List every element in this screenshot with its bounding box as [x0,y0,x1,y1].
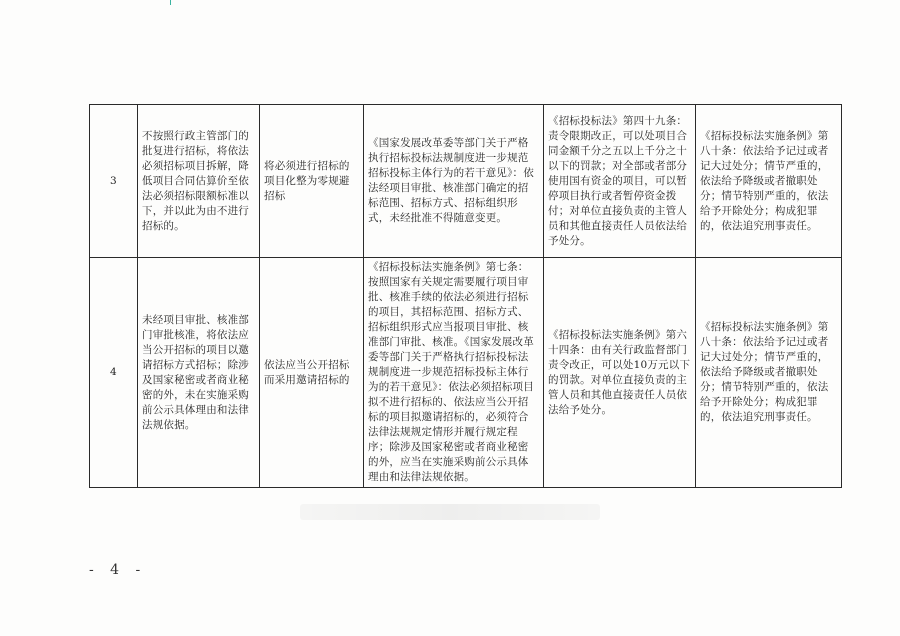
page-number: - 4 - [89,562,147,578]
table-row [90,258,842,488]
violation-table [89,104,842,488]
penalty-regulation-cell: 《招标投标法实施条例》第八十条：依法给予记过或者记大过处分；情节严重的，依法给予降级或者撤职处分；情节特别严重的，依法给予开除处分；构成犯罪的，依法追究刑事责任。 [696,105,842,258]
table-row [90,105,842,258]
penalty-law-cell: 《招标投标法》第四十九条：责令限期改正，可以处项目合同金额千分之五以上千分之十以下的罚款；对全部或者部分使用国有资金的项目，可以暂停项目执行或者暂停资金拨付；对单位直接负责的主管人员和其他直接责任人员依法给予处分。 [544,105,696,258]
row-number: 4 [90,258,138,488]
row-number: 3 [90,105,138,258]
penalty-regulation-cell: 《招标投标法实施条例》第八十条：依法给予记过或者记大过处分；情节严重的，依法给予降级或者撤职处分；情节特别严重的，依法给予开除处分；构成犯罪的，依法追究刑事责任。 [696,258,842,488]
legal-basis-cell: 《招标投标法实施条例》第七条：按照国家有关规定需要履行项目审批、核准手续的依法必须进行招标的项目，其招标范围、招标方式、招标组织形式应当报项目审批、核准部门审批、核准。《国家发展改革委等部门关于严格执行招标投标法规制度进一步规范招标投标主体行为的若干意见》：依法必须招标项目拟不进行招标的、依法应当公开招标的项目拟邀请招标的，必须符合法律法规规定情形并履行规定程序；除涉及国家秘密或者商业秘密的外，应当在实施采购前公示具体理由和法律法规依据。 [364,258,544,488]
violation-behavior-cell: 未经项目审批、核准部门审批核准，将依法应当公开招标的项目以邀请招标方式招标；除涉及国家秘密或者商业秘密的外，未在实施采购前公示具体理由和法律法规依据。 [138,258,260,488]
manifestation-cell: 将必须进行招标的项目化整为零规避招标 [260,105,364,258]
manifestation-cell: 依法应当公开招标而采用邀请招标的 [260,258,364,488]
bleed-through-shadow [300,504,600,520]
scan-mark [170,0,171,5]
legal-basis-cell: 《国家发展改革委等部门关于严格执行招标投标法规制度进一步规范招标投标主体行为的若干意见》：依法经项目审批、核准部门确定的招标范围、招标方式、招标组织形式，未经批准不得随意变更。 [364,105,544,258]
violation-behavior-cell: 不按照行政主管部门的批复进行招标，将依法必须招标项目拆解，降低项目合同估算价至依法必须招标限额标准以下，并以此为由不进行招标的。 [138,105,260,258]
penalty-law-cell: 《招标投标法实施条例》第六十四条：由有关行政监督部门责令改正，可以处10万元以下的罚款。对单位直接负责的主管人员和其他直接责任人员依法给予处分。 [544,258,696,488]
